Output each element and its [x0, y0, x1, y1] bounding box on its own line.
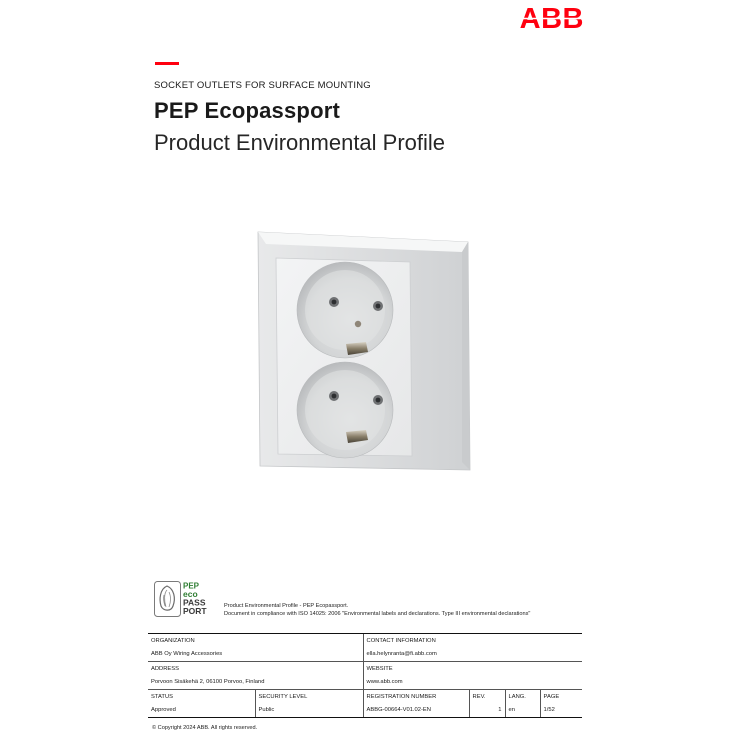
pep-logo-line-pep: PEP: [183, 581, 200, 591]
document-category: SOCKET OUTLETS FOR SURFACE MOUNTING: [154, 80, 371, 91]
contact-email: ella.helynranta@fi.abb.com: [363, 648, 582, 662]
organization-label: ORGANIZATION: [148, 634, 363, 648]
status-label: STATUS: [148, 690, 255, 704]
security-level-label: SECURITY LEVEL: [255, 690, 363, 704]
registration-number-value: ABBG-00664-V01.02-EN: [363, 704, 469, 718]
address-label: ADDRESS: [148, 662, 363, 676]
document-subtitle: Product Environmental Profile: [154, 130, 446, 155]
page-value: 1/52: [540, 704, 582, 718]
document-title: PEP Ecopassport: [154, 98, 340, 123]
pep-line-2: Document in compliance with ISO 14025: 2006 "Environmental labels and declarations. Type III environmental declarations": [224, 611, 531, 617]
website-label: WEBSITE: [363, 662, 582, 676]
status-value: Approved: [148, 704, 255, 718]
accent-bar: [155, 62, 179, 65]
revision-value: 1: [469, 704, 505, 718]
website-value: www.abb.com: [363, 676, 582, 690]
document-info-table: [148, 633, 582, 718]
language-label: LANG.: [505, 690, 540, 704]
pep-compliance-text: [224, 602, 530, 618]
page-label: PAGE: [540, 690, 582, 704]
pep-logo-line-port: PORT: [183, 606, 207, 616]
copyright-notice: © Copyright 2024 ABB. All rights reserved.: [152, 725, 258, 731]
revision-label: REV.: [469, 690, 505, 704]
contact-label: CONTACT INFORMATION: [363, 634, 582, 648]
security-level-value: Public: [255, 704, 363, 718]
abb-logo: [508, 4, 586, 32]
pep-line-1: Product Environmental Profile - PEP Ecopassport.: [224, 603, 349, 609]
pep-logo-line-eco: eco: [183, 589, 198, 599]
pep-ecopassport-logo: [154, 581, 216, 617]
organization-value: ABB Oy Wiring Accessories: [151, 651, 223, 658]
double-socket-outlet-image: [240, 218, 480, 483]
pep-logo-line-pass: PASS: [183, 597, 206, 608]
registration-number-label: REGISTRATION NUMBER: [363, 690, 469, 704]
address-value: Porvoon Sisäkehä 2, 06100 Porvoo, Finland: [151, 679, 265, 686]
language-value: en: [505, 704, 540, 718]
abb-logo-text: ABB: [519, 4, 584, 32]
